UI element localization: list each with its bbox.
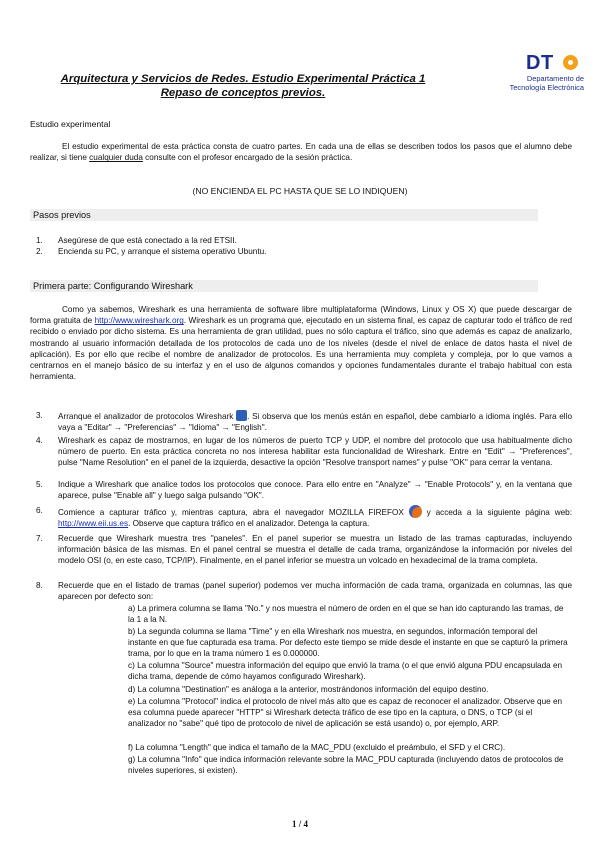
column-f: f) La columna "Length" que indica el tamaño de la MAC_PDU (excluido el preámbulo, el SFD y el CRC). bbox=[128, 743, 506, 752]
step-num-6: 6. bbox=[36, 506, 43, 515]
department-name bbox=[494, 74, 584, 92]
eii-link[interactable]: http://www.eii.us.es bbox=[58, 519, 129, 529]
title-line-2: Repaso de conceptos previos. bbox=[160, 87, 326, 99]
intro-paragraph bbox=[30, 141, 572, 163]
notice: (NO ENCIENDA EL PC HASTA QUE SE LO INDIQUEN) bbox=[192, 186, 408, 196]
step-5: Indique a Wireshark que analice todos los protocolos que conoce. Para ello entre en "Analyze" → "Enable Protocols" y, en la ventana que aparece, pulse "Enable all" y luego salga pulsando "OK". bbox=[58, 480, 572, 501]
step-8: Recuerde que en el listado de tramas (panel superior) podemos ver mucha información de cada trama, organizada en columnas, las que aparecen por defecto son: bbox=[58, 581, 572, 602]
step-num-7: 7. bbox=[36, 534, 43, 543]
pasos-num-2: 2. bbox=[36, 247, 43, 257]
step-6-a: Comience a capturar tráfico y, mientras captura, abra el navegador MOZILLA FIREFOX bbox=[58, 508, 409, 517]
intro-text-2: consulte con el profesor encargado de la sesión práctica. bbox=[142, 153, 353, 163]
step-num-5: 5. bbox=[36, 480, 43, 489]
section-pasos-previos: Pasos previos bbox=[30, 209, 538, 221]
step-6-c: . Observe que captura tráfico en el analizador. Detenga la captura. bbox=[128, 519, 370, 529]
intro-text-1: El estudio experimental de esta práctica consta de cuatro partes. En cada una de ellas se describen todos los pasos que el alumno debe realizar, si tiene bbox=[30, 142, 572, 163]
wireshark-intro bbox=[30, 304, 572, 382]
wireshark-icon bbox=[236, 410, 247, 421]
pasos-num-1: 1. bbox=[36, 236, 43, 245]
step-7: Recuerde que Wireshark muestra tres "paneles". En el panel superior se muestra un listado de las tramas capturadas, incluyendo información básica de las mismas. En el panel central se muestra el detalle de cada trama, organizándose la información por niveles del modelo OSI (o, en este caso, TCP/IP). Finalmente, en el panel inferior se muestra un volcado en hexadecimal de la trama completa. bbox=[58, 534, 572, 566]
column-c: c) La columna "Source" muestra información del equipo que envió la trama (o el que envió alguna PDU encapsulada en dicha trama, depende de cómo hayamos configurado Wireshark). bbox=[128, 661, 563, 682]
pasos-list bbox=[36, 235, 566, 259]
intro-underlined: cualquier duda bbox=[89, 153, 143, 163]
step-6 bbox=[58, 505, 572, 529]
logo-circle-icon bbox=[563, 55, 578, 70]
document-title bbox=[33, 72, 453, 100]
wireshark-link[interactable]: http://www.wireshark.org bbox=[94, 316, 184, 326]
dept-line-2: Tecnología Electrónica bbox=[509, 83, 584, 92]
pasos-item-1: Asegúrese de que está conectado a la red ETSII. bbox=[58, 236, 237, 245]
step-3-b: . Si observa que los menús están en español, debe cambiarlo a idioma inglés. Para ello vaya a "Editar" → "Preferencias" → "Idioma" → "English". bbox=[58, 412, 573, 433]
page-number: 1 / 4 bbox=[291, 819, 308, 829]
column-d: d) La columna "Destination" es análoga a la anterior, mostrándonos información del equipo destino. bbox=[128, 685, 489, 694]
wireshark-intro-b: . Wireshark es un programa que, ejecutado en un sistema final, es capaz de capturar todo el tráfico de red recibido o enviado por dicho sistema. Es una herramienta de gran utilidad, pues no sólo captura el tráfico, sino que además es capaz de analizarlo, mostrando al usuario información detallada de los protocolos de cada uno de los niveles (desde el nivel de enlace de datos hasta el nivel de aplicación). Es por ello que recibe el nombre de analizador de protocolos. Es una herramienta muy completa y compleja, por lo que vamos a centrarnos en el manejo básico de su interfaz y en el uso de algunos comandos y opciones fundamentales durante el trabajo habitual con esta herramienta. bbox=[30, 316, 573, 382]
section-primera-parte: Primera parte: Configurando Wireshark bbox=[30, 280, 538, 292]
step-6-b: y acceda a la siguiente página web: bbox=[421, 508, 572, 517]
intro-heading: Estudio experimental bbox=[30, 119, 111, 129]
step-3-a: Arranque el analizador de protocolos Wireshark bbox=[58, 412, 237, 421]
step-4: Wireshark es capaz de mostrarnos, en lugar de los números de puerto TCP y UDP, el nombre del protocolo que usa habitualmente dicho número de puerto. En esta práctica concreta no nos interesa habilitar esta funcionalidad de Wireshark. Entre en "Edit" → "Preferences", pulse "Name Resolution" en el panel de la izquierda, desactive la opción "Resolve transport names" y pulse "OK" para cerrar la ventana. bbox=[58, 436, 572, 468]
firefox-icon bbox=[409, 505, 422, 518]
column-a: a) La primera columna se llama "No." y nos muestra el número de orden en el que se han ido capturando las tramas, de la 1 a la N. bbox=[128, 604, 564, 625]
column-b: b) La segunda columna se llama "Time" y en ella Wireshark nos muestra, en segundos, información temporal del instante en que fue capturada esa trama. Por defecto este tiempo se mide desde el instante en que se capturó la primera trama, por lo que en la trama número 1 es 0.000000. bbox=[128, 627, 568, 659]
step-3 bbox=[58, 410, 572, 433]
logo-text: DT bbox=[526, 52, 554, 74]
column-e: e) La columna "Protocol" indica el protocolo de nivel más alto que es capaz de reconocer el analizador. Observe que en esa columna puede aparecer "HTTP" si Wireshark detecta tráfico de ese tipo en la captura, o DNS, o TCP (si el analizador no "sabe" qué tipo de protocolo de nivel de aplicación se está usando) o, por ejemplo, ARP. bbox=[128, 697, 563, 729]
pasos-item-2: Encienda su PC, y arranque el sistema operativo Ubuntu. bbox=[58, 247, 267, 257]
dept-line-1: Departamento de bbox=[526, 74, 584, 83]
wireshark-intro-a: Como ya sabemos, Wireshark es una herramienta de software libre multiplataforma (Windows, Linux y OS X) que puede descargar de forma gratuita de bbox=[30, 305, 572, 326]
step-num-8: 8. bbox=[36, 581, 43, 590]
column-g: g) La columna "Info" que indica información relevante sobre la MAC_PDU capturada (incluyendo datos de protocolos de niveles superiores, si existen). bbox=[128, 755, 564, 776]
title-line-1: Arquitectura y Servicios de Redes. Estudio Experimental Práctica 1 bbox=[60, 73, 426, 85]
step-num-3: 3. bbox=[36, 411, 43, 420]
step-num-4: 4. bbox=[36, 436, 43, 445]
dte-logo bbox=[494, 52, 584, 98]
